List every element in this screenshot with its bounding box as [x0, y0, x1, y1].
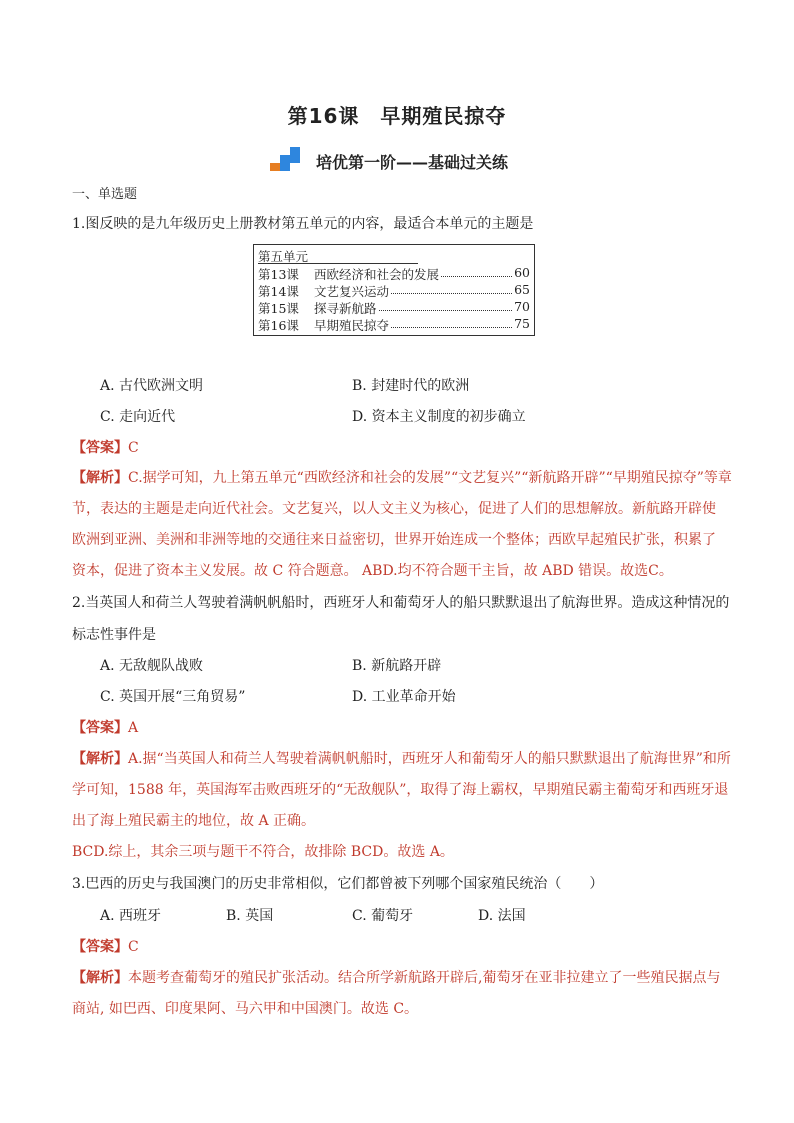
- toc-lesson-name: 西欧经济和社会的发展: [314, 267, 440, 282]
- toc-lesson-name: 早期殖民掠夺: [314, 318, 390, 333]
- toc-lesson-name: 文艺复兴运动: [314, 284, 390, 299]
- q2-analysis-line-4: BCD.综上，其余三项与题干不符合，故排除 BCD。故选 A。: [72, 844, 454, 860]
- q3-option-b: B. 英国: [226, 908, 274, 924]
- analysis-text: C.据学可知，九上第五单元“西欧经济和社会的发展”“文艺复兴”“新航路开辟”“早期殖民掠夺”等章: [128, 470, 732, 486]
- q1-option-a: A. 古代欧洲文明: [100, 378, 204, 394]
- q1-analysis-line-4: 资本，促进了资本主义发展。故 C 符合题意。 ABD.均不符合题干主旨，故 ABD 错误。故选C。: [72, 563, 673, 579]
- toc-page-number: 60: [514, 265, 530, 280]
- toc-row: [258, 265, 530, 282]
- toc-leader-dots: [391, 316, 512, 328]
- page-title: 第16课 早期殖民掠夺: [287, 104, 507, 128]
- q2-answer: [72, 718, 138, 738]
- toc-heading-rule: [258, 263, 418, 264]
- toc-page-number: 75: [514, 316, 530, 331]
- q1-analysis-line-1: [72, 468, 732, 488]
- q1-toc-figure: [253, 244, 535, 336]
- toc-row: [258, 316, 530, 333]
- toc-row: [258, 299, 530, 316]
- section-subtitle: 培优第一阶——基础过关练: [316, 152, 509, 172]
- answer-tag: 【答案】: [72, 939, 128, 955]
- toc-page-number: 70: [514, 299, 530, 314]
- q1-option-c: C. 走向近代: [100, 409, 176, 425]
- answer-value: A: [128, 720, 139, 736]
- q1-analysis-line-3: 欧洲到亚洲、美洲和非洲等地的交通往来日益密切，世界开始连成一个整体；西欧早起殖民扩张，积累了: [72, 532, 716, 548]
- answer-tag: 【答案】: [72, 720, 128, 736]
- q2-analysis-line-3: 出了海上殖民霸主的地位，故 A 正确。: [72, 813, 316, 829]
- q2-option-a: A. 无敌舰队战败: [100, 658, 204, 674]
- subtitle-row: [270, 146, 508, 176]
- q2-option-b: B. 新航路开辟: [352, 658, 442, 674]
- q2-stem-line-1: 2.当英国人和荷兰人驾驶着满帆帆船时，西班牙人和葡萄牙人的船只默默退出了航海世界。造成这种情况的: [72, 595, 730, 611]
- toc-lesson-number: 第13课: [258, 267, 299, 282]
- toc-heading: 第五单元: [258, 249, 309, 264]
- q2-analysis-line-2: 学可知，1588 年，英国海军击败西班牙的“无敌舰队”，取得了海上霸权，早期殖民霸主葡萄牙和西班牙退: [72, 782, 729, 798]
- q1-answer: [72, 438, 139, 458]
- analysis-tag: 【解析】: [72, 751, 128, 767]
- q3-stem: 3.巴西的历史与我国澳门的历史非常相似，它们都曾被下列哪个国家殖民统治（ ）: [72, 876, 604, 892]
- q1-option-d: D. 资本主义制度的初步确立: [352, 409, 526, 425]
- q3-answer: [72, 937, 139, 957]
- analysis-text: A.据“当英国人和荷兰人驾驶着满帆帆船时，西班牙人和葡萄牙人的船只默默退出了航海世界”和所: [128, 751, 731, 767]
- q3-analysis-line-2: 商站, 如巴西、印度果阿、马六甲和中国澳门。故选 C。: [72, 1001, 419, 1017]
- q2-analysis-line-1: [72, 749, 731, 769]
- answer-tag: 【答案】: [72, 440, 128, 456]
- q2-option-c: C. 英国开展“三角贸易”: [100, 689, 246, 705]
- q2-stem-line-2: 标志性事件是: [72, 627, 156, 643]
- analysis-tag: 【解析】: [72, 970, 128, 986]
- toc-lesson-name: 探寻新航路: [314, 301, 377, 316]
- toc-row: [258, 282, 530, 299]
- q1-option-b: B. 封建时代的欧洲: [352, 378, 470, 394]
- q3-option-c: C. 葡萄牙: [352, 908, 414, 924]
- toc-lesson-number: 第14课: [258, 284, 299, 299]
- toc-lesson-number: 第15课: [258, 301, 299, 316]
- toc-leader-dots: [379, 299, 512, 311]
- q2-option-d: D. 工业革命开始: [352, 689, 456, 705]
- section-heading: 一、单选题: [72, 187, 138, 202]
- q1-stem: 1.图反映的是九年级历史上册教材第五单元的内容，最适合本单元的主题是: [72, 216, 534, 232]
- toc-page-number: 65: [514, 282, 530, 297]
- answer-value: C: [128, 440, 139, 456]
- analysis-text: 本题考查葡萄牙的殖民扩张活动。结合所学新航路开辟后,葡萄牙在亚非拉建立了一些殖民据点与: [128, 970, 721, 986]
- q3-analysis-line-1: [72, 968, 720, 988]
- stair-steps-icon: [270, 147, 310, 175]
- toc-leader-dots: [441, 265, 512, 277]
- toc-lesson-number: 第16课: [258, 318, 299, 333]
- toc-leader-dots: [391, 282, 512, 294]
- answer-value: C: [128, 939, 139, 955]
- q3-option-d: D. 法国: [478, 908, 526, 924]
- q1-analysis-line-2: 节，表达的主题是走向近代社会。文艺复兴，以人文主义为核心，促进了人们的思想解放。新航路开辟使: [72, 501, 716, 517]
- q3-option-a: A. 西班牙: [100, 908, 162, 924]
- analysis-tag: 【解析】: [72, 470, 128, 486]
